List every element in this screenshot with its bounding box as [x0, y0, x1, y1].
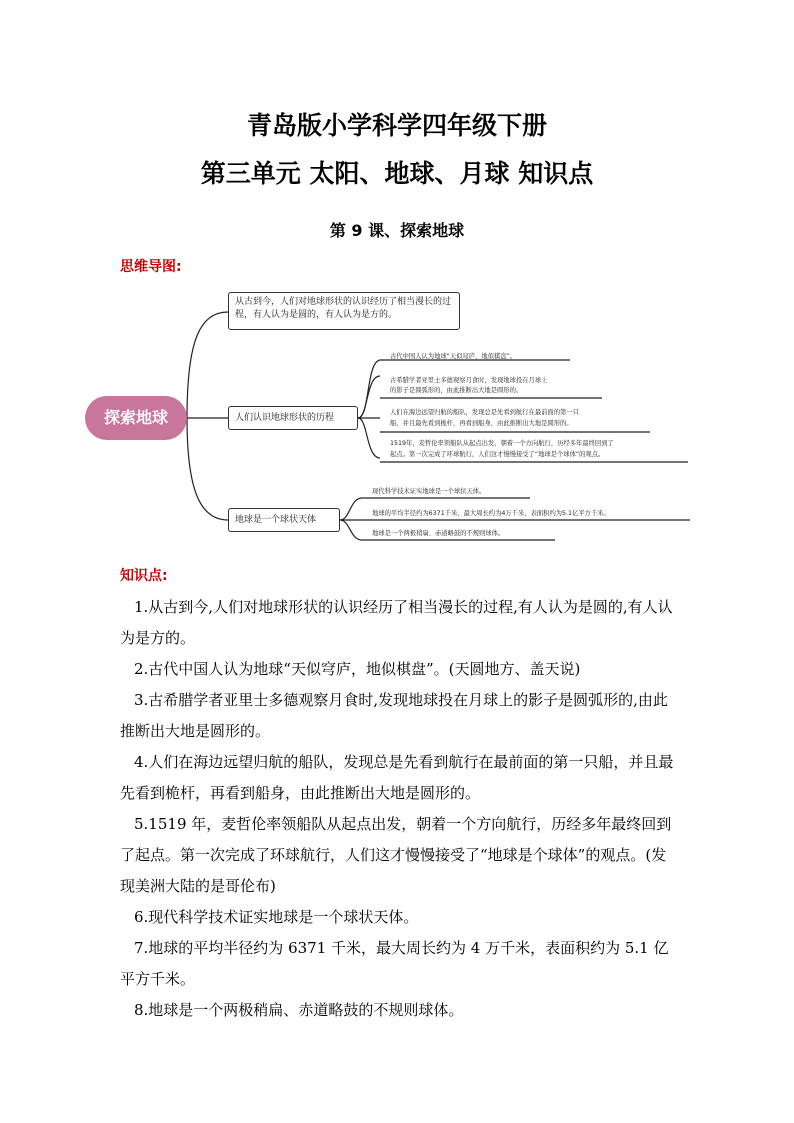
knowledge-point: 2.古代中国人认为地球“天似穹庐，地似棋盘”。(天圆地方、盖天说) [134, 660, 581, 678]
leaf-3-3: 地球是一个两极稍扁、赤道略鼓的不规则球体。 [372, 530, 505, 537]
mind-map [0, 0, 794, 560]
doc-title: 青岛版小学科学四年级下册 [246, 111, 547, 140]
mindmap-center: 探索地球 [85, 396, 187, 440]
knowledge-point: 6.现代科学技术证实地球是一个球状天体。 [134, 908, 419, 926]
lesson-title: 第 9 课、探索地球 [329, 221, 465, 240]
branch-2-box: 人们认识地球形状的历程 [228, 406, 358, 430]
mindmap-connectors [0, 0, 794, 560]
knowledge-point: 7.地球的平均半径约为 6371 千米，最大周长约为 4 万千米，表面积约为 5.1 亿平方千米。 [120, 939, 669, 988]
leaf-3-1: 现代科学技术证实地球是一个球状天体。 [372, 488, 486, 495]
knowledge-point: 1.从古到今,人们对地球形状的认识经历了相当漫长的过程,有人认为是圆的,有人认为是方的。 [120, 598, 673, 647]
knowledge-point: 8.地球是一个两极稍扁、赤道略鼓的不规则球体。 [134, 1001, 464, 1019]
branch-1-box: 从古到今，人们对地球形状的认识经历了相当漫长的过程，有人认为是圆的，有人认为是方的。 [228, 292, 460, 330]
branch-3-box: 地球是一个球状天体 [228, 508, 340, 532]
knowledge-point: 3.古希腊学者亚里士多德观察月食时,发现地球投在月球上的影子是圆弧形的,由此推断出大地是圆形的。 [120, 691, 668, 740]
leaf-3-2: 地球的平均半径约为6371千米，最大周长约为4万千米，表面积约为5.1亿平方千米。 [372, 510, 610, 517]
leaf-2-3b: 船，并且最先看到桅杆，再看到船身，由此推断出大地是圆形的。 [390, 420, 573, 427]
leaf-2-3a: 人们在海边远望归航的船队，发现总是先看到航行在最前面的第一只 [390, 409, 579, 416]
mindmap-label: 思维导图: [120, 259, 182, 275]
knowledge-point: 4.人们在海边远望归航的船队，发现总是先看到航行在最前面的第一只船，并且最先看到桅杆，再看到船身，由此推断出大地是圆形的。 [120, 753, 674, 802]
leaf-2-2b: 的影子是圆弧形的，由此推断出大地是圆形的。 [390, 387, 523, 394]
leaf-2-2a: 古希腊学者亚里士多德观察月食时，发现地球投在月球上 [390, 377, 548, 384]
connector-branch3 [187, 418, 228, 520]
unit-title: 第三单元 太阳、地球、月球 知识点 [200, 159, 594, 188]
leaf-2-4b: 起点。第一次完成了环球航行，人们这才慢慢接受了“地球是个球体”的观点。 [390, 451, 605, 458]
leaf-2-4a: 1519年，麦哲伦率领船队从起点出发，朝着一个方向航行，历经多年最终回到了 [390, 440, 614, 447]
knowledge-points [120, 592, 680, 1026]
connector-branch1 [187, 312, 228, 418]
knowledge-point: 5.1519 年，麦哲伦率领船队从起点出发，朝着一个方向航行，历经多年最终回到了起点。第一次完成了环球航行，人们这才慢慢接受了“地球是个球体”的观点。(发现美洲大陆的是哥伦布) [120, 815, 672, 895]
leaf-2-1: 古代中国人认为地球“天似穹庐，地似棋盘”。 [390, 353, 517, 360]
knowledge-label: 知识点: [120, 568, 168, 584]
connector-leaf-2-4 [358, 418, 380, 458]
